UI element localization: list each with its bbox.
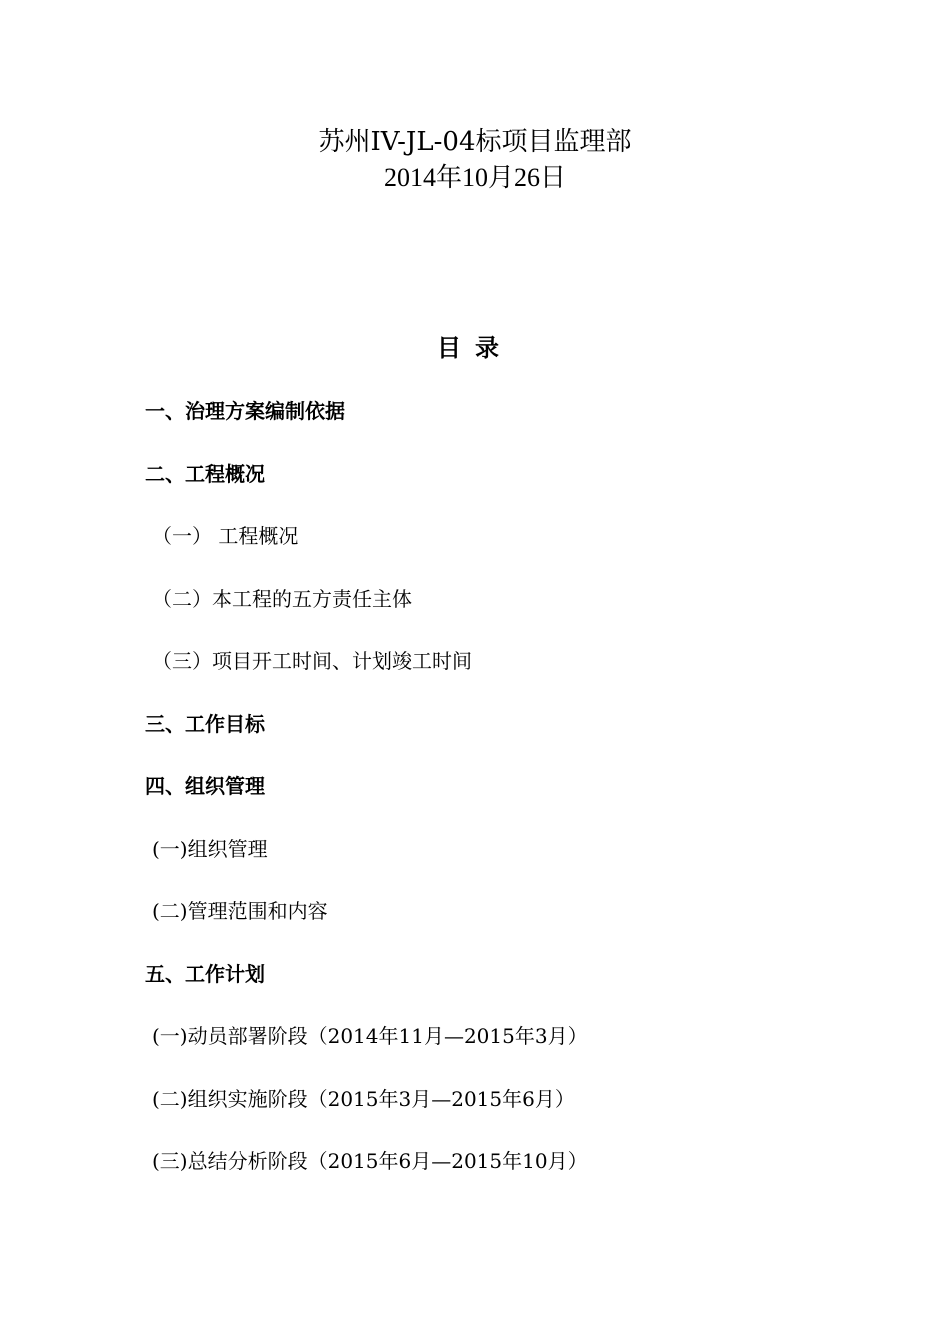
toc-subitem-mobilization: (一)动员部署阶段（2014年11月—2015年3月） [152, 1024, 588, 1048]
toc-subitem-schedule: （三）项目开工时间、计划竣工时间 [152, 649, 472, 673]
document-date: 2014年10月26日 [383, 163, 566, 192]
toc-item-project-overview: 二、工程概况 [145, 462, 265, 486]
toc-item-work-plan: 五、工作计划 [145, 962, 265, 986]
toc-item-work-goals: 三、工作目标 [145, 712, 265, 736]
toc-item-organization: 四、组织管理 [145, 774, 265, 798]
toc-item-basis: 一、治理方案编制依据 [145, 399, 345, 423]
toc-subitem-five-parties: （二）本工程的五方责任主体 [152, 587, 412, 611]
toc-title: 目录 [437, 334, 513, 362]
document-header [0, 124, 950, 196]
toc-subitem-summary: (三)总结分析阶段（2015年6月—2015年10月） [152, 1149, 588, 1173]
toc-subitem-project-overview: （一） 工程概况 [152, 524, 299, 548]
toc-subitem-organization: (一)组织管理 [152, 837, 268, 861]
toc-subitem-implementation: (二)组织实施阶段（2015年3月—2015年6月） [152, 1087, 575, 1111]
toc-subitem-scope: (二)管理范围和内容 [152, 899, 328, 923]
organization-title: 苏州IV-JL-04标项目监理部 [318, 127, 632, 157]
